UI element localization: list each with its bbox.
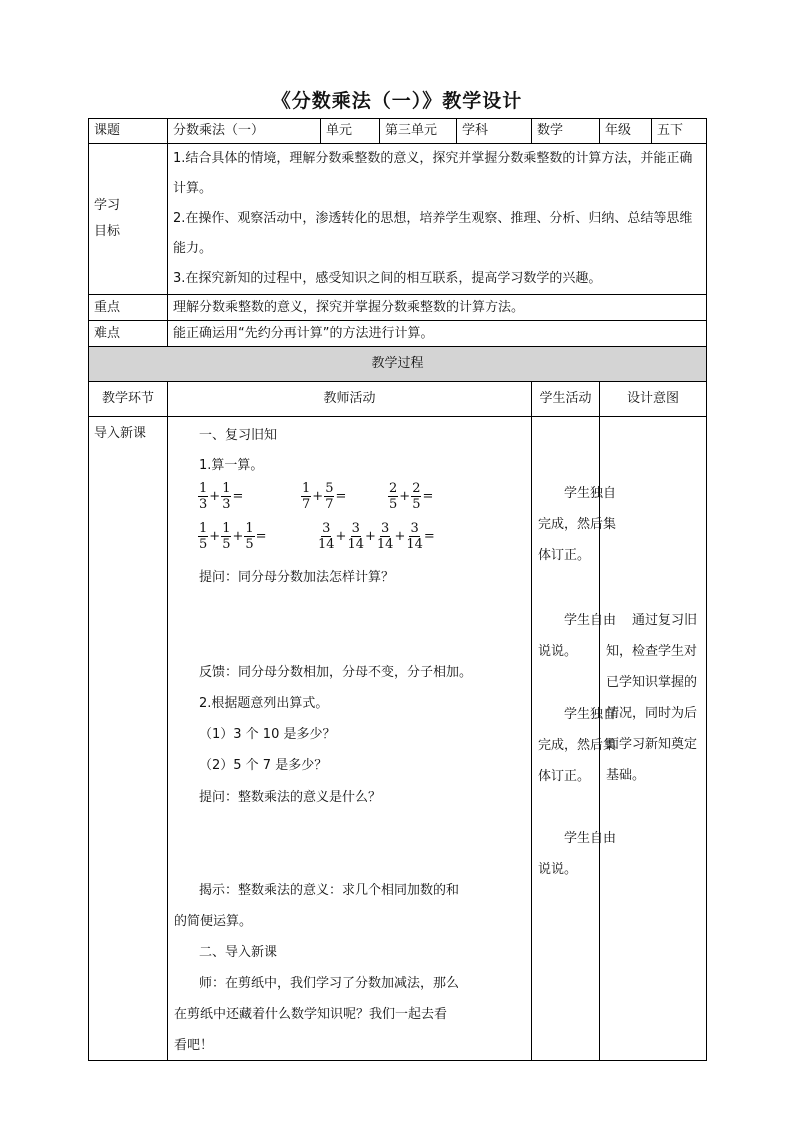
document-title: 《分数乘法（一）》教学设计 xyxy=(271,90,523,112)
key-point-text: 理解分数乘整数的意义，探究并掌握分数乘整数的计算方法。 xyxy=(168,295,707,321)
process-content-row xyxy=(89,417,707,1061)
subject-value: 数学 xyxy=(532,119,600,144)
sub-question-1: （1）3 个 10 是多少？ xyxy=(199,727,336,742)
design-intent-text: 通过复习旧 知，检查学生对 已学知识掌握的 情况，同时为后 面学习新知奠定 基础。 xyxy=(606,613,698,783)
fraction: $\frac{1}{5}$ xyxy=(222,521,231,552)
section-review: 一、复习旧知 xyxy=(199,428,278,443)
task-write-expressions: 2.根据题意列出算式。 xyxy=(199,696,329,711)
student-activity-4: 学生自由 说说。 xyxy=(538,831,617,877)
fraction: $\frac{2}{5}$ xyxy=(389,481,398,512)
equation-2: $\frac{1}{7}$ + $\frac{5}{7}$ = xyxy=(302,481,347,512)
grade-value: 五下 xyxy=(652,119,707,144)
equation-3: $\frac{2}{5}$ + $\frac{2}{5}$ = xyxy=(389,481,434,512)
info-row xyxy=(89,119,707,144)
fraction: $\frac{3}{14}$ xyxy=(376,521,394,552)
student-activity-3: 学生独自 完成，然后集 体订正。 xyxy=(538,707,617,784)
objectives-label: 学习 目标 xyxy=(89,144,168,295)
course-value: 分数乘法（一） xyxy=(168,119,321,144)
intro-line3: 看吧！ xyxy=(174,1038,214,1053)
question-fraction-addition: 提问：同分母分数加法怎样计算？ xyxy=(199,570,395,585)
fraction: $\frac{1}{7}$ xyxy=(302,481,311,512)
fraction: $\frac{5}{7}$ xyxy=(325,481,334,512)
key-point-row xyxy=(89,295,707,321)
student-activity-2: 学生自由 说说。 xyxy=(538,613,617,659)
header-teacher: 教师活动 xyxy=(168,382,532,417)
lesson-plan-table xyxy=(88,118,707,1061)
fraction: $\frac{1}{3}$ xyxy=(199,481,208,512)
header-student: 学生活动 xyxy=(532,382,600,417)
objectives-content xyxy=(168,144,707,295)
difficulty-label: 难点 xyxy=(89,321,168,347)
fraction: $\frac{1}{5}$ xyxy=(199,521,208,552)
fraction: $\frac{3}{14}$ xyxy=(347,521,364,552)
course-label: 课题 xyxy=(89,119,168,144)
intro-line1: 师：在剪纸中，我们学习了分数加减法，那么 xyxy=(199,976,460,991)
stage-name: 导入新课 xyxy=(89,417,168,1061)
difficulty-text: 能正确运用“先约分再计算”的方法进行计算。 xyxy=(168,321,707,347)
sub-question-2: （2）5 个 7 是多少？ xyxy=(199,758,328,773)
process-title: 教学过程 xyxy=(89,347,707,382)
feedback-fraction-addition: 反馈：同分母分数相加，分母不变，分子相加。 xyxy=(199,665,473,680)
process-header-row xyxy=(89,382,707,417)
question-integer-multiplication: 提问：整数乘法的意义是什么？ xyxy=(199,790,382,805)
difficulty-row xyxy=(89,321,707,347)
fraction: $\frac{1}{3}$ xyxy=(222,481,231,512)
header-stage: 教学环节 xyxy=(89,382,168,417)
objective-item: 1.结合具体的情境，理解分数乘整数的意义，探究并掌握分数乘整数的计算方法，并能正确计算。 xyxy=(173,151,693,196)
student-activity-1: 学生独自 完成，然后集 体订正。 xyxy=(538,486,617,563)
fraction: $\frac{1}{5}$ xyxy=(245,521,254,552)
equation-4: $\frac{1}{5}$ + $\frac{1}{5}$ + $\frac{1}{5}$ = xyxy=(199,521,267,552)
design-intent xyxy=(600,417,707,1061)
objective-item: 3.在探究新知的过程中，感受知识之间的相互联系，提高学习数学的兴趣。 xyxy=(173,271,602,286)
reveal-meaning-line1: 揭示：整数乘法的意义：求几个相同加数的和 xyxy=(199,883,460,898)
equation-1: $\frac{1}{3}$ + $\frac{1}{3}$ = xyxy=(199,481,244,512)
unit-label: 单元 xyxy=(321,119,380,144)
header-intent: 设计意图 xyxy=(600,382,707,417)
subject-label: 学科 xyxy=(457,119,532,144)
fraction: $\frac{2}{5}$ xyxy=(412,481,421,512)
student-activity xyxy=(532,417,617,1061)
section-introduction: 二、导入新课 xyxy=(199,945,278,960)
objective-item: 2.在操作、观察活动中，渗透转化的思想，培养学生观察、推理、分析、归纳、总结等思维能力。 xyxy=(173,211,693,256)
intro-line2: 在剪纸中还藏着什么数学知识呢？我们一起去看 xyxy=(174,1007,448,1022)
process-title-row xyxy=(89,347,707,382)
key-point-label: 重点 xyxy=(89,295,168,321)
grade-label: 年级 xyxy=(600,119,652,144)
task-calculate: 1.算一算。 xyxy=(199,458,264,473)
teacher-activity xyxy=(168,417,532,1061)
equation-5: $\frac{3}{14}$ + $\frac{3}{14}$ + $\frac{3}{14}$ + $\frac{3}{14}$ = xyxy=(318,521,435,552)
objectives-row xyxy=(89,144,707,295)
fraction: $\frac{3}{14}$ xyxy=(406,521,423,552)
reveal-meaning-line2: 的简便运算。 xyxy=(174,914,253,929)
fraction: $\frac{3}{14}$ xyxy=(318,521,335,552)
unit-value: 第三单元 xyxy=(380,119,457,144)
